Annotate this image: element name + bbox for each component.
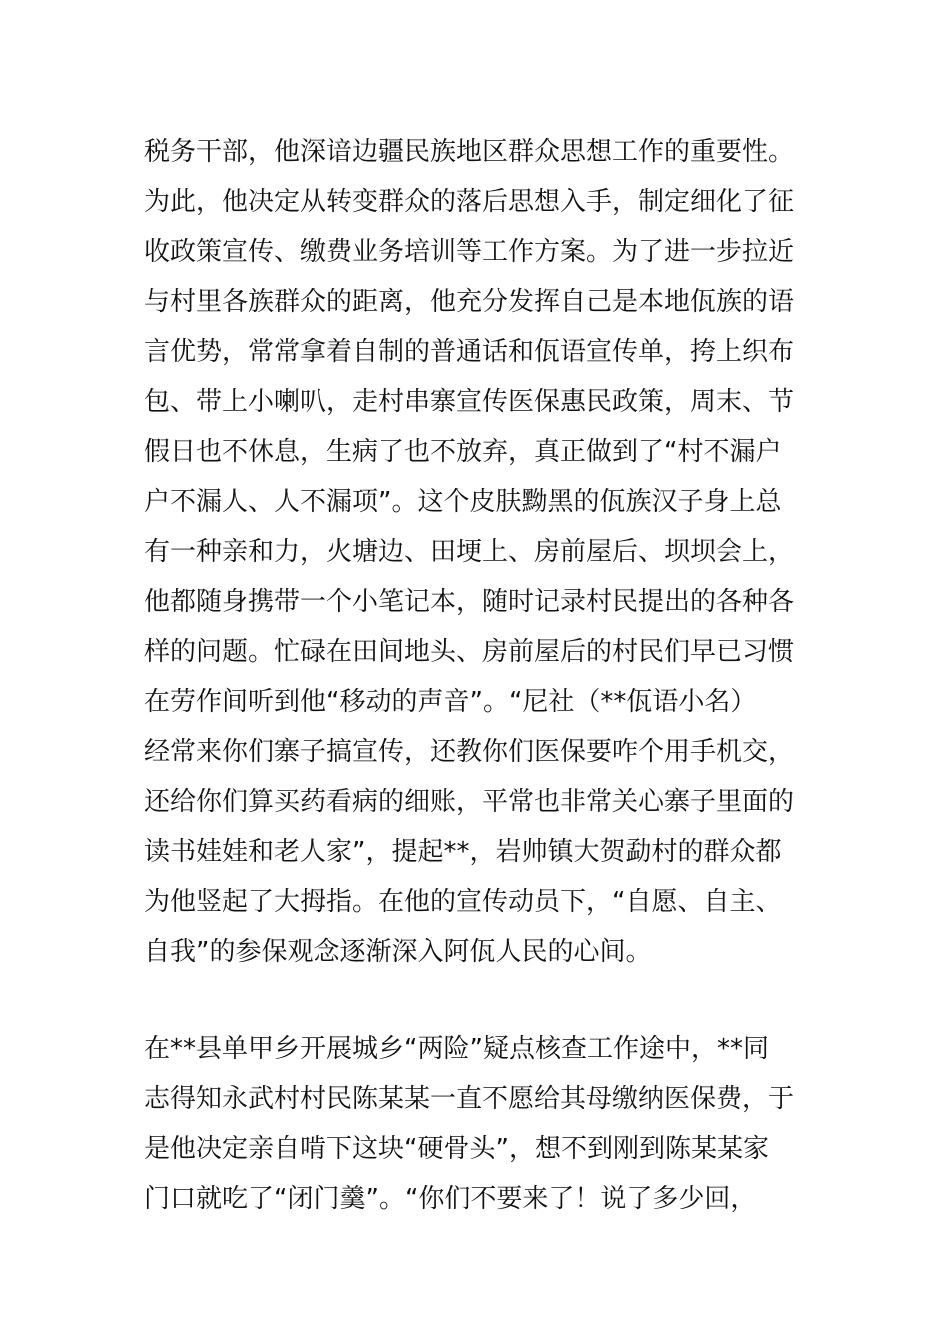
text-line: 还给你们算买药看病的细账，平常也非常关心寨子里面的 (144, 787, 795, 817)
text-line: 户不漏人、人不漏项”。这个皮肤黝黑的佤族汉子身上总 (144, 487, 782, 517)
text-line: 志得知永武村村民陈某某一直不愿给其母缴纳医保费，于 (144, 1084, 795, 1114)
text-line: 他都随身携带一个小笔记本，随时记录村民提出的各种各 (144, 587, 795, 617)
text-line: 言优势，常常拿着自制的普通话和佤语宣传单，挎上织布 (144, 337, 795, 367)
text-line: 读书娃娃和老人家”，提起**，岩帅镇大贺勐村的群众都 (144, 837, 782, 867)
text-line: 自我”的参保观念逐渐深入阿佤人民的心间。 (144, 937, 652, 967)
text-line: 有一种亲和力，火塘边、田埂上、房前屋后、坝坝会上， (144, 537, 795, 567)
text-line: 是他决定亲自啃下这块“硬骨头”，想不到刚到陈某某家 (144, 1134, 769, 1164)
text-line: 为他竖起了大拇指。在他的宣传动员下，“自愿、自主、 (144, 887, 782, 917)
text-line: 门口就吃了“闭门羹”。“你们不要来了！说了多少回， (144, 1184, 757, 1214)
text-line: 税务干部，他深谙边疆民族地区群众思想工作的重要性。 (144, 137, 795, 167)
text-line: 在劳作间听到他“移动的声音”。“尼社（**佤语小名） (144, 687, 757, 717)
text-line: 收政策宣传、缴费业务培训等工作方案。为了进一步拉近 (144, 237, 795, 267)
text-line: 在**县单甲乡开展城乡“两险”疑点核查工作途中，**同 (144, 1034, 769, 1064)
text-line: 经常来你们寨子搞宣传，还教你们医保要咋个用手机交， (144, 737, 795, 767)
text-line: 假日也不休息，生病了也不放弃，真正做到了“村不漏户 (144, 437, 782, 467)
text-line: 样的问题。忙碌在田间地头、房前屋后的村民们早已习惯 (144, 637, 795, 667)
text-line: 为此，他决定从转变群众的落后思想入手，制定细化了征 (144, 187, 795, 217)
text-line: 与村里各族群众的距离，他充分发挥自己是本地佤族的语 (144, 287, 795, 317)
text-line: 包、带上小喇叭，走村串寨宣传医保惠民政策，周末、节 (144, 387, 795, 417)
